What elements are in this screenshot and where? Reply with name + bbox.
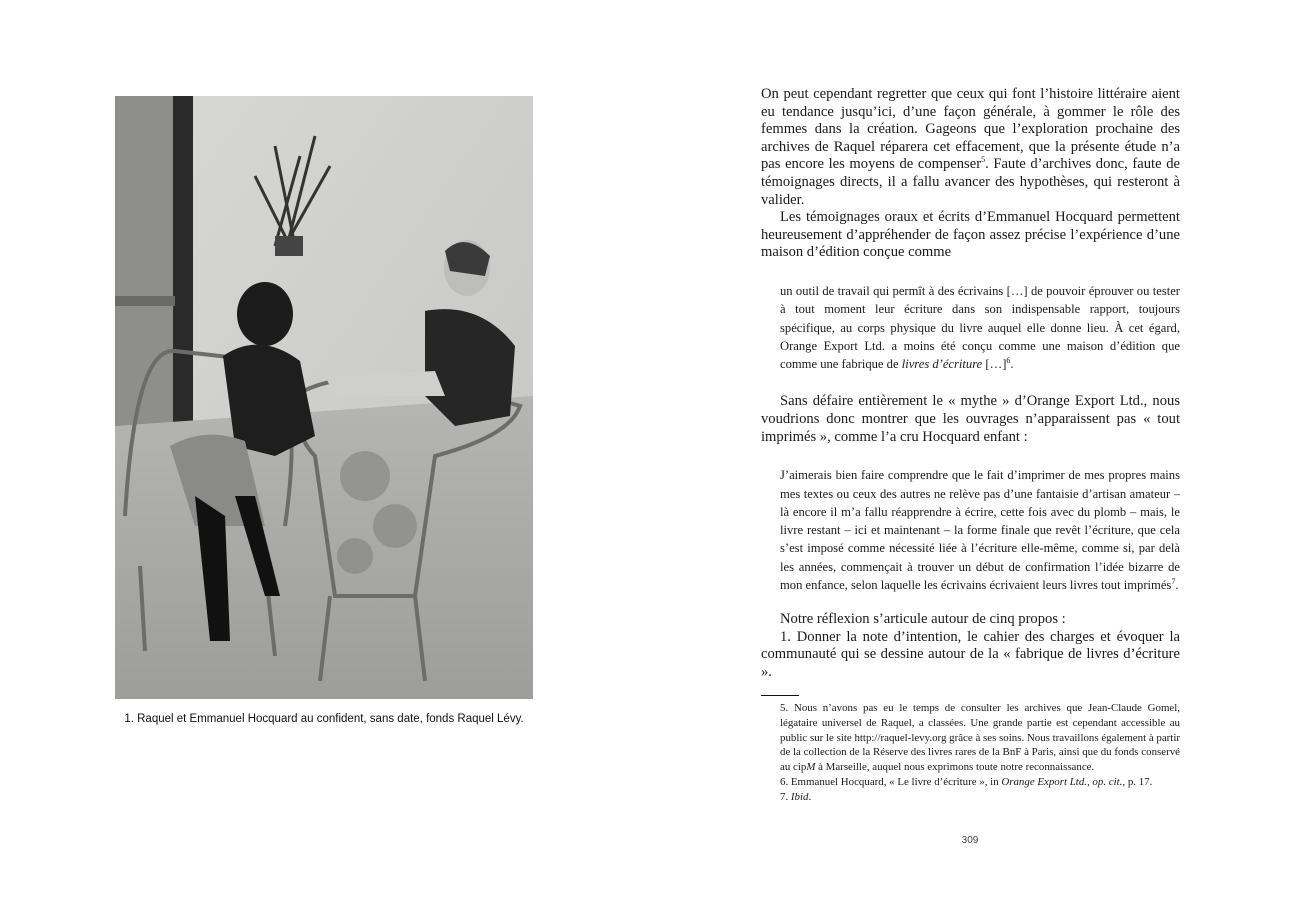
paragraph-2: Les témoignages oraux et écrits d’Emmanuel Hocquard permettent heureusement d’appréhender de façon assez précise l’expérience d’une maison d’édition conçue comme bbox=[761, 209, 1180, 261]
photograph bbox=[115, 96, 533, 699]
paragraph-3: Sans défaire entièrement le « mythe » d’Orange Export Ltd., nous voudrions donc montrer que les ouvrages n’apparaissent pas « tout imprimés », comme l’a cru Hocquard enfant : bbox=[761, 393, 1180, 445]
page-number: 309 bbox=[961, 835, 979, 846]
block-quote-2: J’aimerais bien faire comprendre que le fait d’imprimer de mes propres mains mes textes ou ceux des autres ne relève pas d’une fantaisie d’artisan amateur – là encore il m’a fallu réapprendre à écrire, cette fois avec du plomb – mais, le livre restant – ici et maintenant – la forme finale que revêt l’écriture, que cela s’est imposé comme nécessité liée à l’écriture elle-même, comme si, par delà les années, commençait à trouver un début de confirmation l’idée bizarre de mon enfance, selon laquelle les écrivains écrivaient leurs livres tout imprimés$^7$. bbox=[780, 468, 1180, 592]
paragraph-1: On peut cependant regretter que ceux qui font l’histoire littéraire aient eu tendance jusqu’ici, d’une façon générale, à gommer le rôle des femmes dans la création. Gageons que l’exploration prochaine des archives de Raquel réparera cet effacement, que la présente étude n’a pas encore les moyens de compenser$^5$. Faute d’archives donc, faute de témoignages directs, il a fallu avancer des hypothèses, qui resteront à valider. bbox=[761, 86, 1180, 208]
paragraph-5: 1. Donner la note d’intention, le cahier des charges et évoquer la communauté qui se dessine autour de la « fabrique de livres d’écriture ». bbox=[761, 628, 1180, 681]
paragraph-4: Notre réflexion s’articule autour de cinq propos : bbox=[780, 611, 1066, 628]
block-quote-1: un outil de travail qui permît à des écrivains […] de pouvoir éprouver ou tester à tout moment leur écriture dans son indispensable rapport, toujours spécifique, au corps physique du livre auquel elle donne lieu. À cet égard, Orange Export Ltd. a moins été conçu comme une maison d’édition que comme une fabrique de livres d’écriture […]$^6$. bbox=[780, 283, 1180, 372]
main-text bbox=[761, 86, 1180, 682]
footnotes bbox=[780, 701, 1180, 805]
footnote-5: 5. Nous n’avons pas eu le temps de consulter les archives que Jean-Claude Gomel, légataire universel de Raquel, a classées. Une grande partie est cependant accessible au public sur le site http://raquel-levy.org grâce à ses soins. Nous travaillons également à partir de la collection de la Réserve des livres rares de la BnF à Paris, ainsi que du fonds conservé au cipM à Marseille, auquel nous exprimons toute notre reconnaissance. bbox=[780, 702, 1180, 774]
photo-illustration bbox=[115, 96, 533, 699]
footnote-rule bbox=[761, 695, 799, 696]
figure-caption: 1. Raquel et Emmanuel Hocquard au confident, sans date, fonds Raquel Lévy. bbox=[124, 713, 524, 725]
footnote-7: 7. Ibid. bbox=[780, 790, 812, 803]
footnote-6: 6. Emmanuel Hocquard, « Le livre d’écriture », in Orange Export Ltd., op. cit., p. 17. bbox=[780, 775, 1153, 788]
